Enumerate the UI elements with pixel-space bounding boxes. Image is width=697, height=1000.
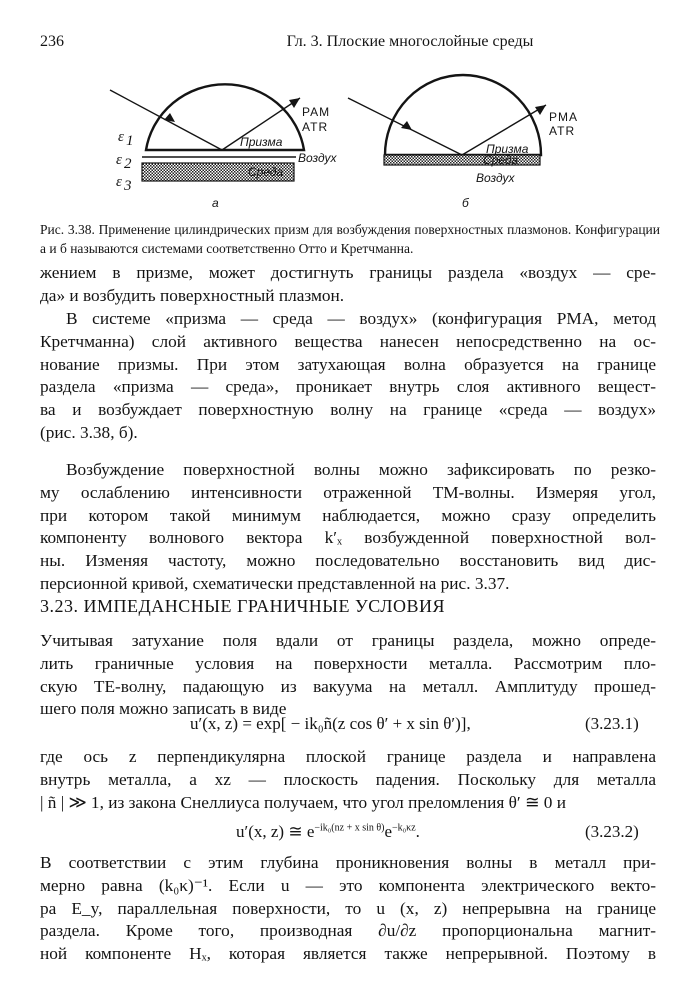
paragraph-2: В системе «призма — среда — воздух» (конфигурация PMA, метод Кретчманна) слой активного вещества нанесен непосредственно на ос- нование призмы. При этом затухающая волна образуется на границе раздела «призма — среда», проникает внутрь слоя активного вещест- ва и возбуждает поверхностную волну на границе «среда — воздух» (рис. 3.38, б).	[40, 309, 656, 442]
svg-text:3: 3	[124, 178, 132, 194]
prism-label-b: Призма	[486, 142, 529, 156]
arrow-incident-a	[164, 113, 175, 122]
medium-label-a: Среда	[248, 165, 284, 179]
svg-text:2: 2	[124, 156, 132, 172]
arrow-reflected-a	[289, 98, 300, 108]
svg-text:1: 1	[126, 133, 134, 149]
paragraph-4: Учитывая затухание поля вдали от границы раздела, можно опреде- лить граничные условия на поверхности металла. Рассмотрим пло- скую TE-волну, падающую из вакуума на металл. Амплитуду прошед- шего поля можно записать в виде	[40, 631, 656, 719]
equation-3-23-2: u′(x, z) ≅ $e^{-ik_0(nz + x sin \theta)}e^{-k_0\kappa z}$.	[236, 822, 420, 841]
paragraph-1: жением в призме, может достигнуть границы раздела «воздух — сре- да» и возбудить поверхностный плазмон.	[40, 263, 656, 305]
figure-panel-a	[110, 84, 337, 210]
equation-number-1: (3.23.1)	[585, 714, 639, 733]
panel-letter-b: б	[462, 196, 469, 210]
page-number: 236	[40, 33, 64, 50]
eps2-label: ε	[116, 152, 122, 168]
air-label-b: Воздух	[476, 171, 515, 185]
medium-label-b: Среда	[483, 153, 519, 167]
paragraph-5: где ось z перпендикулярна плоской границе раздела и направлена внутрь металла, а xz — плоскость падения. Поскольку для металла | ñ | ≫ 1, из закона Снеллиуса получаем, что угол преломления θ′ ≅ 0 и	[40, 747, 656, 812]
section-heading: 3.23. ИМПЕДАНСНЫЕ ГРАНИЧНЫЕ УСЛОВИЯ	[40, 596, 445, 616]
config-label-a: PAM	[302, 105, 331, 119]
panel-letter-a: а	[212, 196, 219, 210]
running-header: Гл. 3. Плоские многослойные среды	[286, 33, 534, 50]
eps1-label: ε	[118, 129, 124, 145]
air-label-a: Воздух	[298, 151, 337, 165]
config-label-b: PMA	[549, 110, 579, 124]
equation-number-2: (3.23.2)	[585, 822, 639, 841]
figure-panel-b	[348, 75, 578, 210]
paragraph-6: В соответствии с этим глубина проникновения волны в металл при- мерно равна (k₀κ)⁻¹. Если u — это компонента электрического векто- ра E_y, параллельная поверхности, то u (x, z) непрерывна на границе раздела. Кроме того, производная ∂u/∂z пропорциональна магнит- ной компоненте Hₓ, которая является также непрерывной. Поэтому в	[40, 853, 656, 964]
equation-3-23-1: u′(x, z) = exp[ − ik₀ñ(z cos θ′ + x sin θ′)],	[190, 714, 471, 733]
config-label-a-atr: ATR	[302, 120, 329, 134]
prism-figure	[0, 0, 697, 215]
figure-caption: Рис. 3.38. Применение цилиндрических призм для возбуждения поверхностных плазмонов. Конфигурации а и б называются системами соответственно Отто и Кретчманна.	[40, 222, 660, 256]
eps3-label: ε	[116, 174, 122, 190]
paragraph-3: Возбуждение поверхностной волны можно зафиксировать по резко- му ослаблению интенсивности отраженной TM-волны. Измеряя угол, при котором такой минимум наблюдается, можно сразу определить компоненту волнового вектора k′ₓ возбужденной поверхностной вол- ны. Изменяя частоту, можно последовательно восстановить вид дис- персионной кривой, схематически представленной на рис. 3.37.	[40, 460, 656, 593]
config-label-b-atr: ATR	[549, 124, 576, 138]
prism-label-a: Призма	[240, 135, 283, 149]
